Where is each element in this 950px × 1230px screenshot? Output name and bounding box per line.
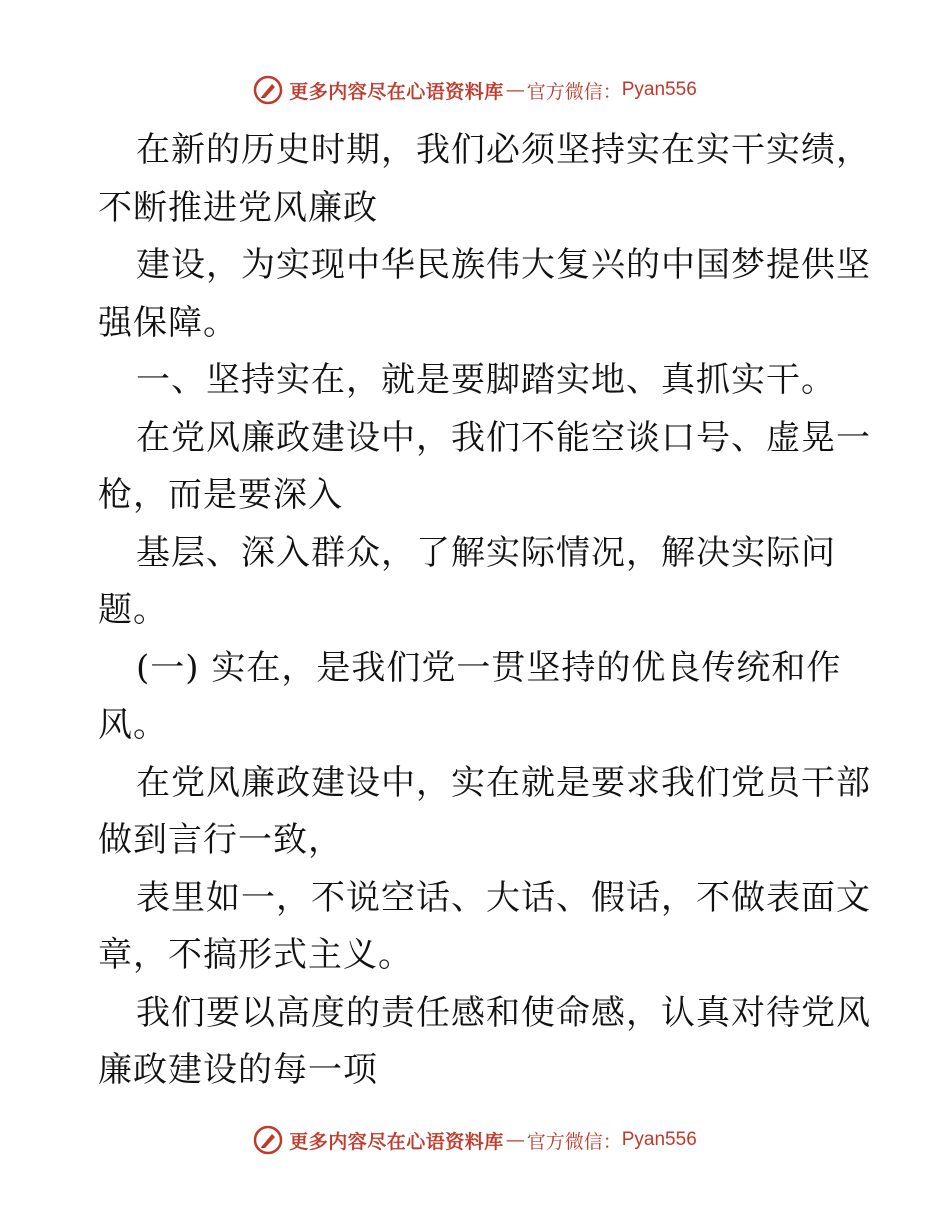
section-heading: 一、坚持实在，就是要脚踏实地、真抓实干。 — [136, 360, 836, 400]
watermark-official-label: 官方微信： — [526, 80, 622, 103]
text-line: 在新的历史时期，我们必须坚持实在实干实绩， — [136, 130, 871, 170]
text-line: 枪，而是要深入 — [98, 475, 343, 515]
watermark-official-label: 官方微信： — [526, 1130, 622, 1153]
text-line: 表里如一，不说空话、大话、假话，不做表面文 — [136, 877, 871, 918]
watermark-wechat-id: Pyan556 — [621, 1129, 697, 1150]
text-line: 章，不搞形式主义。 — [98, 935, 413, 975]
text-line: 廉政建设的每一项 — [98, 1050, 378, 1090]
document-body — [98, 122, 871, 1100]
pen-logo-icon — [253, 1125, 283, 1155]
text-line: 在党风廉政建设中，我们不能空谈口号、虚晃一 — [136, 417, 871, 458]
text-line: 不断推进党风廉政 — [98, 187, 378, 228]
watermark-separator: — — [505, 79, 525, 101]
header-watermark — [0, 72, 950, 108]
text-line: 风。 — [98, 705, 168, 745]
text-line: 强保障。 — [98, 302, 238, 343]
watermark-site-text: 更多内容尽在心语资料库 — [289, 80, 504, 103]
text-line: 建设，为实现中华民族伟大复兴的中国梦提供坚 — [136, 245, 871, 285]
text-line: 在党风廉政建设中，实在就是要求我们党员干部 — [136, 762, 871, 803]
subsection-heading: (一) 实在，是我们党一贯坚持的优良传统和作 — [136, 647, 842, 688]
text-line: 做到言行一致， — [98, 820, 343, 860]
watermark-wechat-id: Pyan556 — [621, 79, 697, 100]
pen-logo-icon — [253, 75, 283, 105]
watermark-separator: — — [505, 1129, 525, 1151]
footer-watermark — [0, 1122, 950, 1158]
watermark-site-text: 更多内容尽在心语资料库 — [289, 1130, 504, 1153]
text-line: 我们要以高度的责任感和使命感，认真对待党风 — [136, 992, 871, 1033]
text-line: 基层、深入群众，了解实际情况，解决实际问 — [136, 532, 836, 573]
text-line: 题。 — [98, 590, 168, 630]
